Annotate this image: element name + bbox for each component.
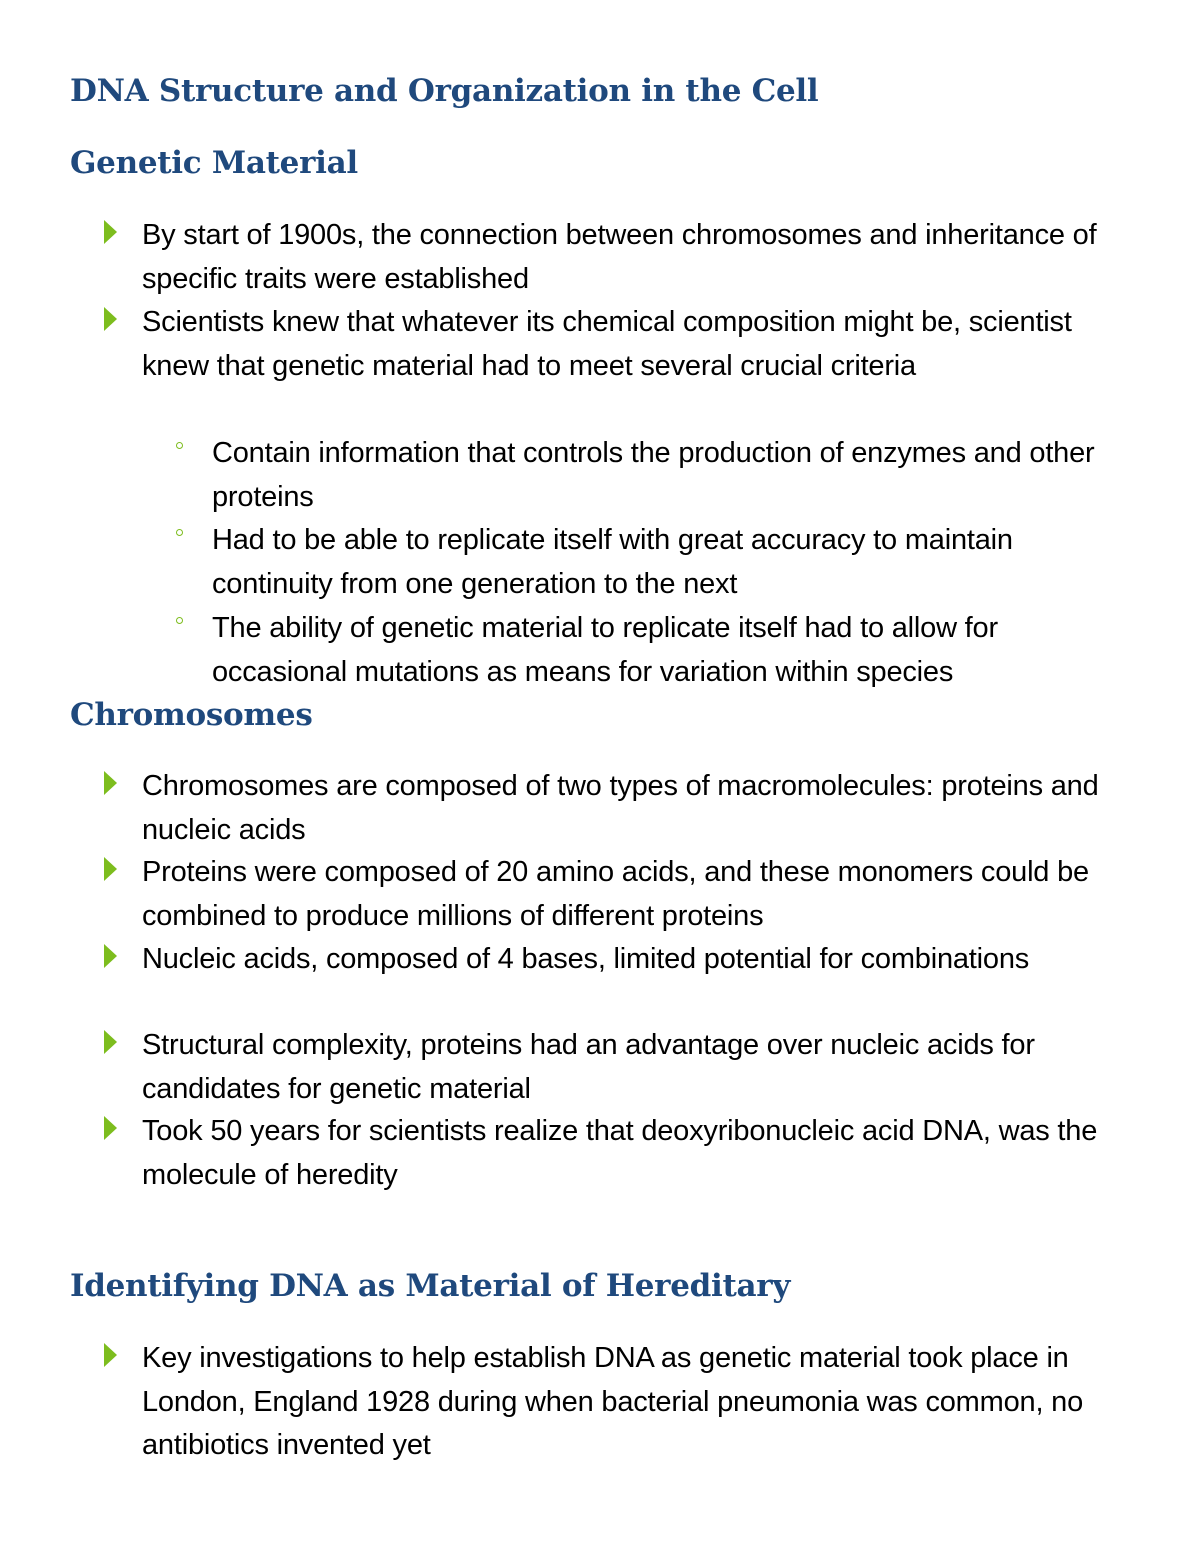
list-item — [104, 938, 1114, 982]
sub-list-item — [176, 607, 1136, 694]
section-heading-chromosomes: Chromosomes — [70, 697, 313, 733]
sub-list-item-text: Had to be able to replicate itself with great accuracy to maintain continuity from one generation to the next — [212, 524, 1013, 600]
bullet-arrow-icon — [104, 1030, 117, 1054]
list-item-text: Took 50 years for scientists realize that deoxyribonucleic acid DNA, was the molecule of heredity — [142, 1115, 1098, 1191]
list-item — [104, 301, 1114, 388]
circle-bullet-icon — [176, 442, 183, 449]
circle-bullet-icon — [176, 529, 183, 536]
section-heading-identifying-dna: Identifying DNA as Material of Hereditary — [70, 1268, 791, 1304]
list-item-text: By start of 1900s, the connection between chromosomes and inheritance of specific traits were established — [142, 219, 1097, 295]
section-heading-genetic-material: Genetic Material — [70, 145, 358, 181]
sub-list-item — [176, 432, 1136, 519]
circle-bullet-icon — [176, 617, 183, 624]
list-item — [104, 1110, 1114, 1197]
list-item-text: Proteins were composed of 20 amino acids, and these monomers could be combined to produce millions of different proteins — [142, 856, 1089, 932]
list-item-text: Scientists knew that whatever its chemical composition might be, scientist knew that genetic material had to meet several crucial criteria — [142, 306, 1072, 382]
list-item — [104, 1337, 1114, 1468]
list-item — [104, 214, 1114, 301]
list-item — [104, 1024, 1114, 1111]
sub-list-item — [176, 519, 1136, 606]
bullet-arrow-icon — [104, 1343, 117, 1367]
list-item-text: Structural complexity, proteins had an advantage over nucleic acids for candidates for genetic material — [142, 1029, 1035, 1105]
list-item-text: Key investigations to help establish DNA as genetic material took place in London, England 1928 during when bacterial pneumonia was common, no antibiotics invented yet — [142, 1342, 1084, 1461]
page-title: DNA Structure and Organization in the Cell — [70, 73, 819, 109]
bullet-arrow-icon — [104, 220, 117, 244]
list-item — [104, 765, 1114, 852]
list-item-text: Chromosomes are composed of two types of macromolecules: proteins and nucleic acids — [142, 770, 1099, 846]
sub-list-item-text: The ability of genetic material to replicate itself had to allow for occasional mutations as means for variation within species — [212, 612, 998, 688]
bullet-arrow-icon — [104, 307, 117, 331]
list-item — [104, 851, 1114, 938]
bullet-arrow-icon — [104, 857, 117, 881]
bullet-arrow-icon — [104, 771, 117, 795]
list-item-text: Nucleic acids, composed of 4 bases, limited potential for combinations — [142, 943, 1030, 975]
sub-list-item-text: Contain information that controls the production of enzymes and other proteins — [212, 437, 1095, 513]
bullet-arrow-icon — [104, 944, 117, 968]
bullet-arrow-icon — [104, 1116, 117, 1140]
